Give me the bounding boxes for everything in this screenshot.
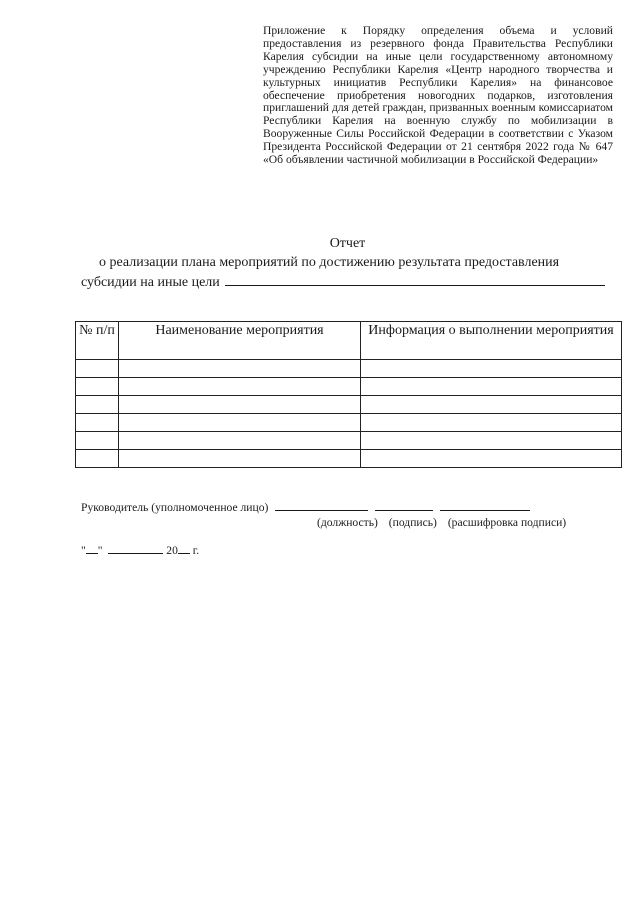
subtitle-text: субсидии на иные цели [81,275,220,290]
signature-label: Руководитель (уполномоченное лицо) [81,501,269,514]
year-blank[interactable] [178,543,190,554]
header-execution-info: Информация о выполнении мероприятия [361,322,622,360]
cell-number[interactable] [76,396,119,414]
table-row [76,432,622,450]
cell-number[interactable] [76,378,119,396]
measures-table [75,321,622,468]
decoding-blank[interactable] [440,500,530,511]
cell-measure-name[interactable] [119,378,361,396]
cell-measure-name[interactable] [119,414,361,432]
cell-execution-info[interactable] [361,378,622,396]
table-row [76,450,622,468]
cell-measure-name[interactable] [119,396,361,414]
caption-decoding: (расшифровка подписи) [447,516,567,529]
cell-measure-name[interactable] [119,432,361,450]
table-row [76,378,622,396]
table-row [76,360,622,378]
report-subtitle-line1: о реализации плана мероприятий по достижению результата предоставления [99,255,560,270]
cell-execution-info[interactable] [361,450,622,468]
caption-signature: (подпись) [388,516,437,529]
header-measure-name: Наименование мероприятия [119,322,361,360]
cell-execution-info[interactable] [361,396,622,414]
cell-measure-name[interactable] [119,450,361,468]
signature-captions [317,516,574,530]
purpose-fill-line[interactable] [225,272,605,286]
appendix-text: Приложение к Порядку определения объема и условий предоставления из резервного фонда Правительства Республики Карелия субсидии на иные цели государственному автономному учреждению Республики Карелия «Центр народного творчества и культурных инициатив Республики Карелия» на финансовое обеспечение приобретения новогодних подарков, изготовления приглашений для детей граждан, призванных военным комиссариатом Республики Карелия на военную службу по мобилизации в Вооруженные Силы Российской Федерации в соответствии с Указом Президента Российской Федерации от 21 сентября 2022 года № 647 «Об объявлении частичной мобилизации в Российской Федерации» [263,24,613,167]
cell-number[interactable] [76,414,119,432]
cell-number[interactable] [76,360,119,378]
signature-line [81,500,621,515]
header-number: № п/п [76,322,119,360]
day-blank[interactable] [86,543,98,554]
report-subtitle-line2 [81,272,621,291]
table-row [76,396,622,414]
date-close-quote: " [97,544,103,557]
cell-number[interactable] [76,450,119,468]
date-line [81,543,199,558]
cell-number[interactable] [76,432,119,450]
cell-execution-info[interactable] [361,360,622,378]
cell-execution-info[interactable] [361,414,622,432]
date-open-quote: " [81,544,86,557]
table-row [76,414,622,432]
cell-execution-info[interactable] [361,432,622,450]
year-suffix: г. [192,544,200,557]
caption-position: (должность) [317,516,378,529]
cell-measure-name[interactable] [119,360,361,378]
month-blank[interactable] [108,543,163,554]
position-blank[interactable] [275,500,368,511]
signature-blank[interactable] [375,500,433,511]
table-header-row [76,322,622,360]
year-prefix: 20 [166,544,178,557]
report-title: Отчет [329,236,366,251]
appendix-note [263,25,613,167]
